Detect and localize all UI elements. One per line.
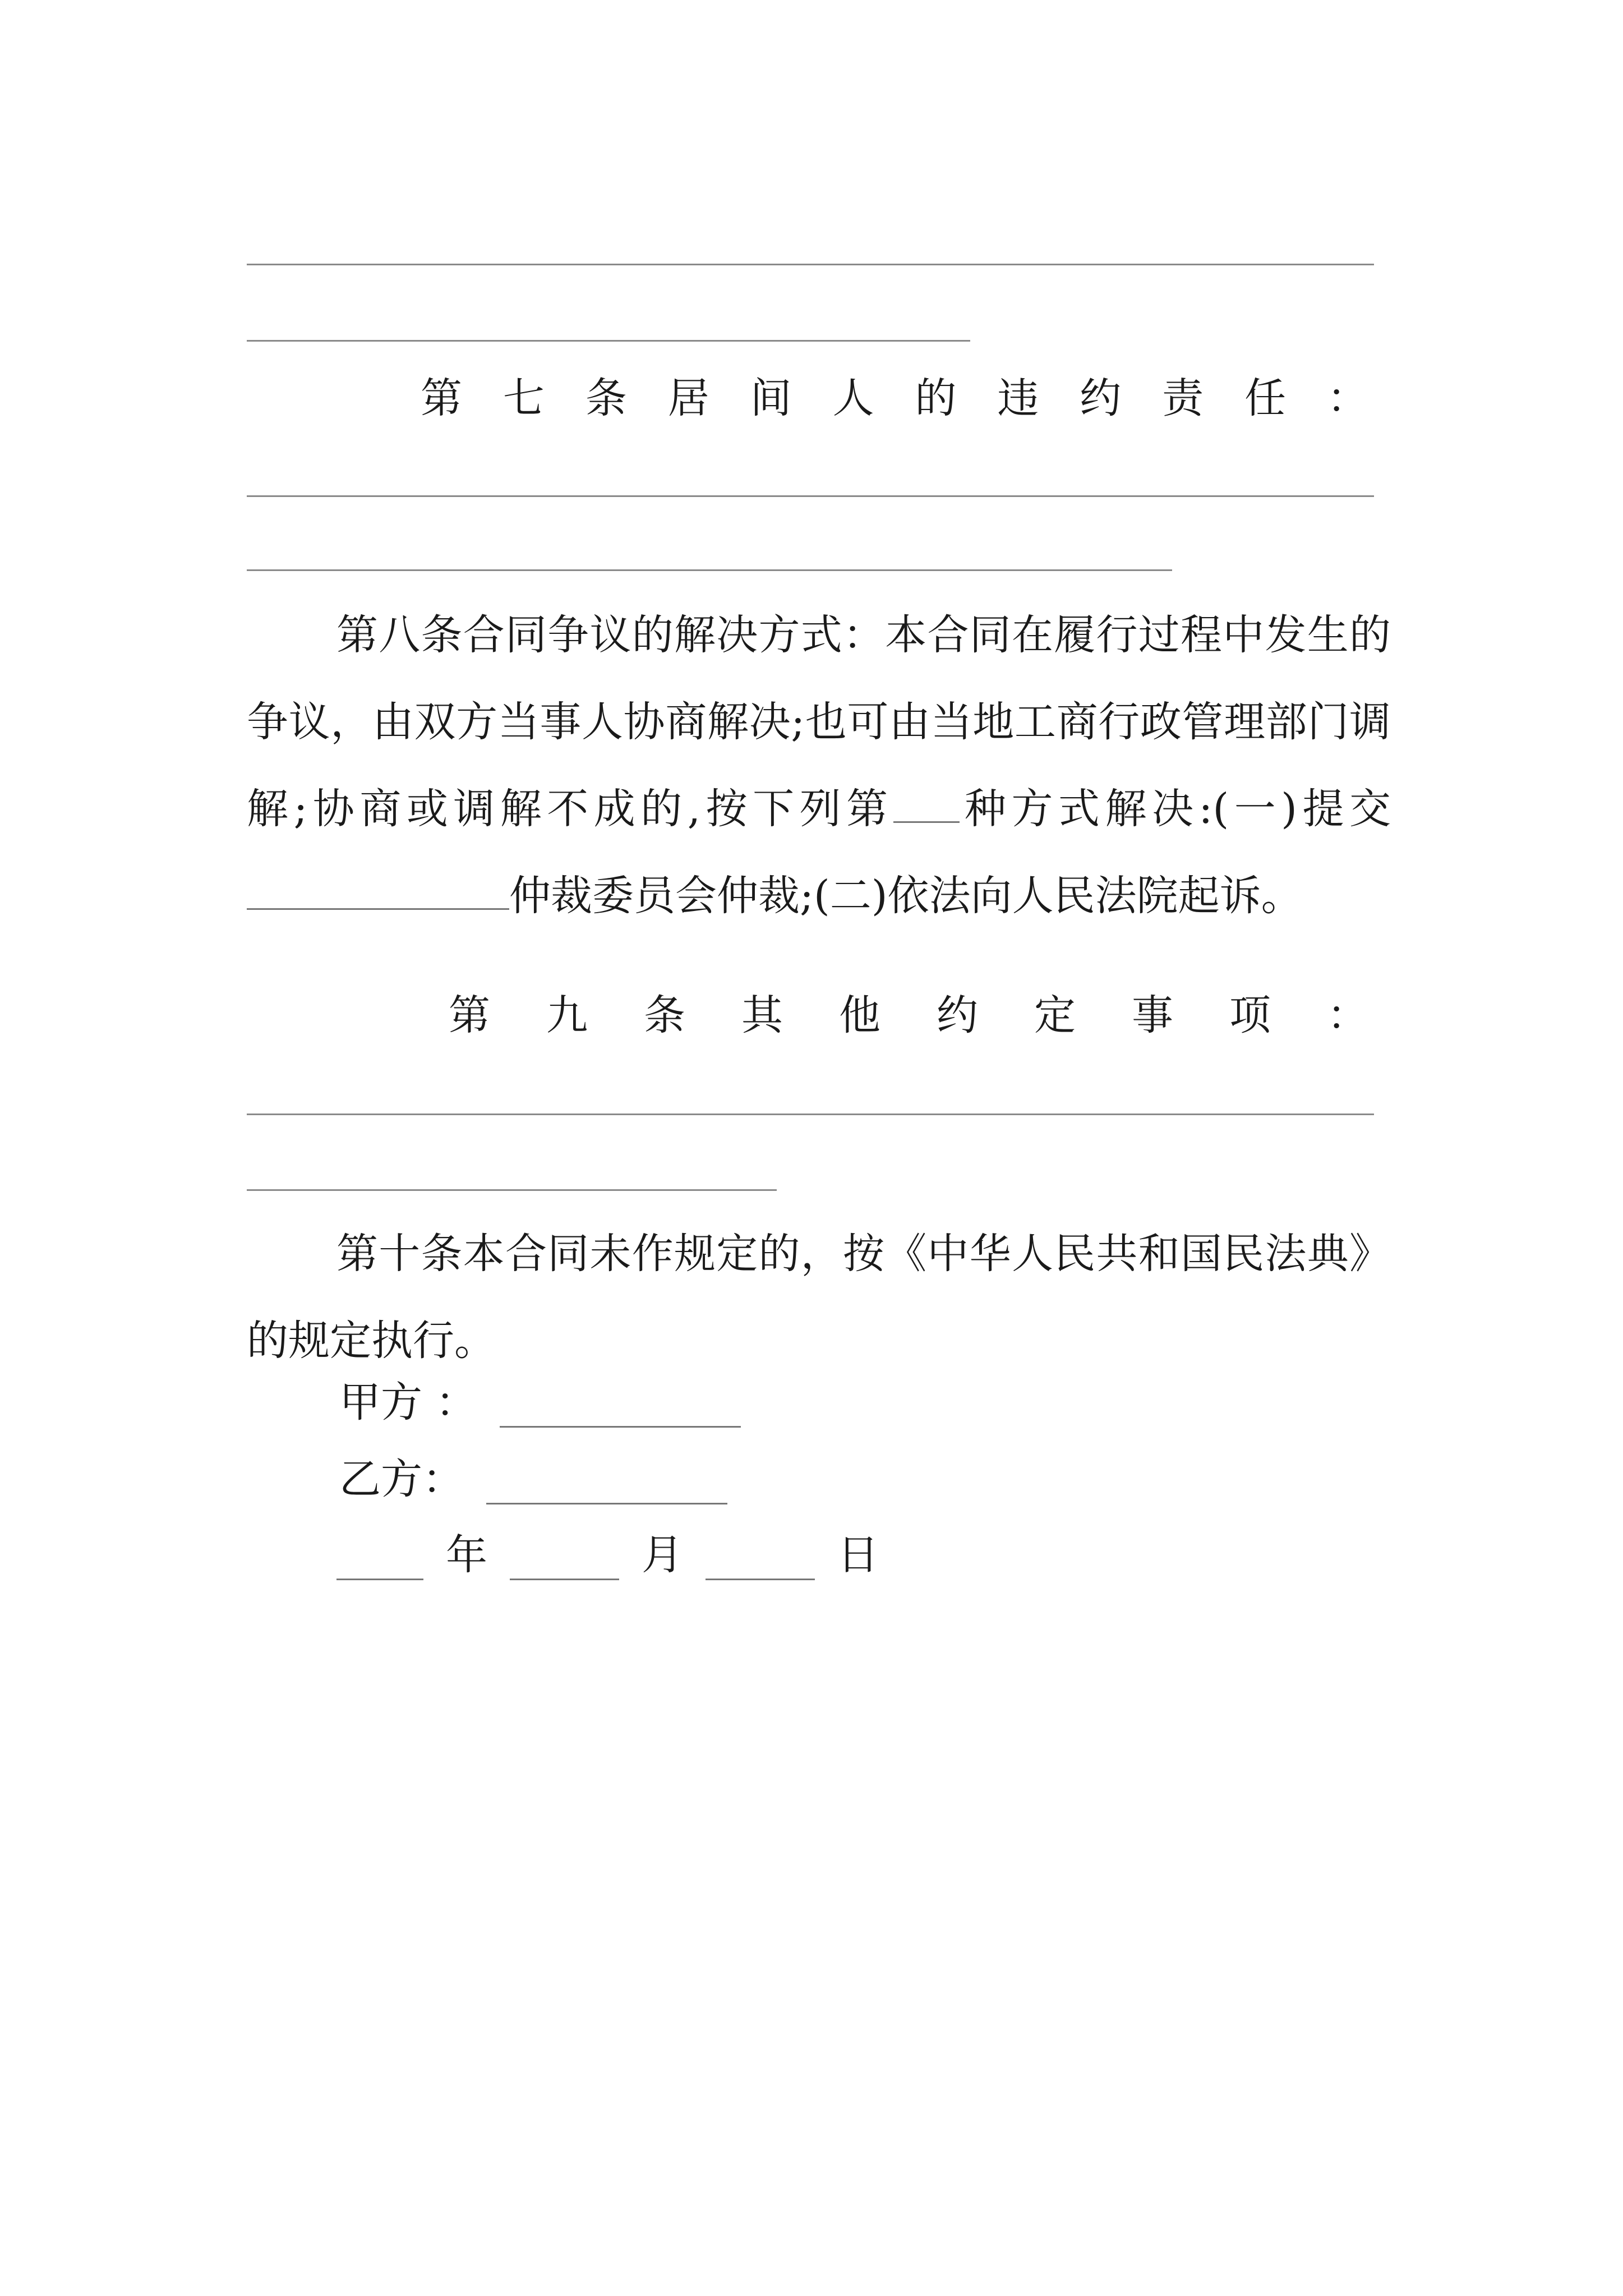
heading-char: 条: [644, 991, 685, 1039]
heading-char: 约: [1080, 374, 1122, 422]
heading-char: ：: [1327, 991, 1368, 1039]
fill-line-2: [247, 340, 970, 342]
heading-char: 其: [741, 991, 783, 1039]
fill-line-3: [247, 495, 1374, 497]
heading-char: 定: [1034, 991, 1076, 1039]
party-a-label: 甲方 ：: [339, 1378, 477, 1427]
fill-line-1: [247, 264, 1374, 265]
heading-char: 第: [421, 374, 462, 422]
heading-char: 事: [1132, 991, 1173, 1039]
date-row: [336, 1530, 901, 1580]
month-label: 月: [642, 1531, 683, 1579]
heading-char: ：: [1326, 374, 1368, 422]
heading-char: 第: [449, 991, 490, 1039]
heading-char: 居: [667, 374, 709, 422]
heading-char: 违: [997, 374, 1039, 422]
party-a-row: [339, 1377, 741, 1428]
heading-char: 的: [915, 374, 957, 422]
heading-char: 条: [585, 374, 627, 422]
fill-line-4: [247, 569, 1172, 571]
arbitration-committee-blank[interactable]: [247, 872, 509, 910]
article8-text-b: 种方式解决:(一)提交: [959, 785, 1391, 833]
article8-text-a: 第八条合同争议的解决方式：本合同在履行过程中发生的争议，由双方当事人协商解决;也可由当地工商行政管理部门调解;协商或调解不成的,按下列第: [247, 611, 1391, 833]
heading-char: 七: [502, 374, 545, 422]
article10-text: 第十条本合同未作规定的，按《中华人民共和国民法典》的规定执行。: [247, 1230, 1391, 1365]
party-b-blank[interactable]: [486, 1464, 727, 1504]
method-number-blank[interactable]: [893, 785, 960, 823]
year-label: 年: [446, 1531, 487, 1579]
party-a-blank[interactable]: [500, 1387, 741, 1428]
year-blank[interactable]: [336, 1539, 423, 1580]
article8-text-c: 仲裁委员会仲裁;(二)依法向人民法院起诉。: [509, 872, 1303, 920]
article7-heading: [421, 373, 1368, 424]
day-blank[interactable]: [706, 1539, 815, 1580]
party-b-label: 乙方：: [339, 1455, 464, 1503]
heading-char: 责: [1162, 374, 1204, 422]
fill-line-5: [247, 1114, 1374, 1115]
month-blank[interactable]: [510, 1539, 619, 1580]
heading-char: 人: [832, 374, 874, 422]
heading-char: 约: [937, 991, 978, 1039]
article9-heading: [449, 990, 1368, 1041]
fill-line-6: [247, 1189, 777, 1191]
heading-char: 九: [546, 991, 588, 1039]
article10-paragraph: [247, 1211, 1391, 1384]
heading-char: 项: [1229, 991, 1271, 1039]
heading-char: 他: [839, 991, 880, 1039]
party-b-row: [339, 1454, 727, 1504]
day-label: 日: [837, 1531, 879, 1579]
heading-char: 间: [750, 374, 792, 422]
heading-char: 任: [1244, 374, 1287, 422]
article8-paragraph: [247, 592, 1391, 940]
